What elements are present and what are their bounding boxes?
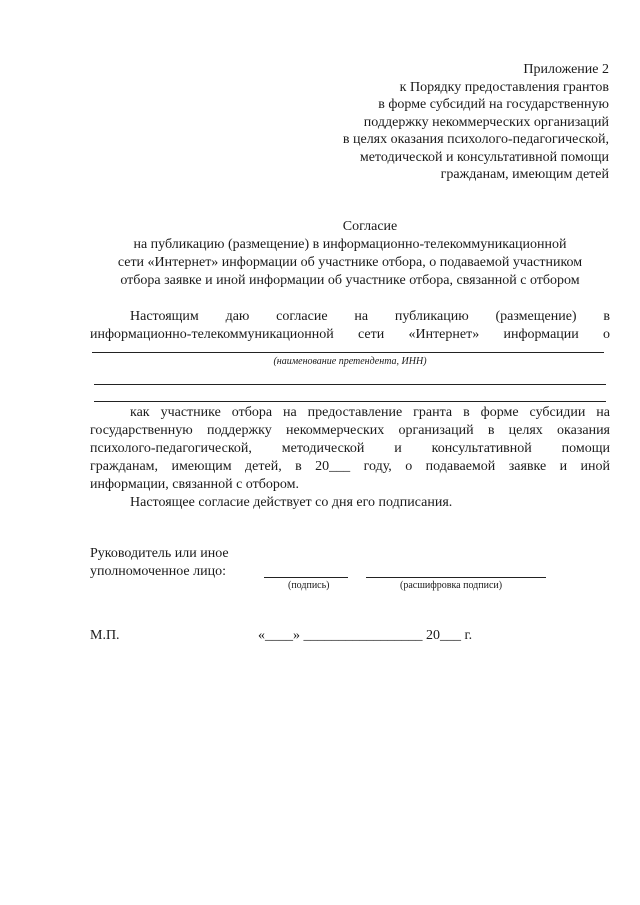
consent-paragraph-continue	[90, 404, 610, 494]
consent-paragraph-start	[90, 308, 610, 344]
appendix-line: в целях оказания психолого-педагогической,	[342, 132, 609, 147]
appendix-line: гражданам, имеющим детей	[440, 167, 609, 182]
subtitle-line: отбора заявке и иной информации об участнике отбора, связанной с отбором	[120, 273, 580, 288]
applicant-extra-line-1[interactable]	[94, 384, 606, 385]
appendix-line: методической и консультативной помощи	[359, 149, 609, 165]
consent-line: Настоящим даю согласие на публикацию (размещение) в	[130, 309, 610, 324]
signer-role	[90, 545, 229, 581]
date-field[interactable]: «____» _________________ 20___ г.	[258, 628, 473, 643]
stamp-place: М.П.	[90, 628, 120, 643]
appendix-line: в форме субсидий на государственную	[378, 97, 609, 112]
consent-line: информационно-телекоммуникационной сети «Интернет» информации о	[90, 327, 610, 342]
appendix-header	[249, 61, 609, 184]
signature-caption: (подпись)	[288, 580, 330, 591]
signature-decode-caption: (расшифровка подписи)	[400, 580, 503, 591]
subtitle-line: сети «Интернет» информации об участнике отбора, о подаваемой участником	[117, 255, 583, 270]
signer-role-line: уполномоченное лицо:	[90, 564, 227, 579]
consent-line: государственную поддержку некоммерческих организаций в целях оказания	[90, 423, 610, 438]
applicant-caption: (наименование претендента, ИНН)	[273, 356, 427, 367]
consent-line: информации, связанной с отбором.	[90, 477, 299, 492]
consent-line: психолого-педагогической, методической и консультативной помощи	[90, 441, 610, 456]
validity-statement: Настоящее согласие действует со дня его подписания.	[130, 495, 453, 510]
signer-role-line: Руководитель или иное	[90, 546, 229, 561]
consent-line: гражданам, имеющим детей, в 20___ году, о подаваемой заявке и иной	[90, 459, 610, 474]
signature-field[interactable]	[264, 577, 348, 578]
applicant-extra-line-2[interactable]	[94, 401, 606, 402]
appendix-line: к Порядку предоставления грантов	[399, 79, 609, 95]
document-title: Согласие	[342, 219, 398, 234]
appendix-line: поддержку некоммерческих организаций	[363, 114, 609, 130]
applicant-name-line[interactable]	[92, 352, 604, 353]
signature-decode-field[interactable]	[366, 577, 546, 578]
consent-line: как участнике отбора на предоставление гранта в форме субсидии на	[130, 405, 610, 420]
document-subtitle	[90, 236, 610, 290]
appendix-line: Приложение 2	[523, 62, 609, 77]
subtitle-line: на публикацию (размещение) в информационно-телекоммуникационной	[133, 237, 567, 252]
